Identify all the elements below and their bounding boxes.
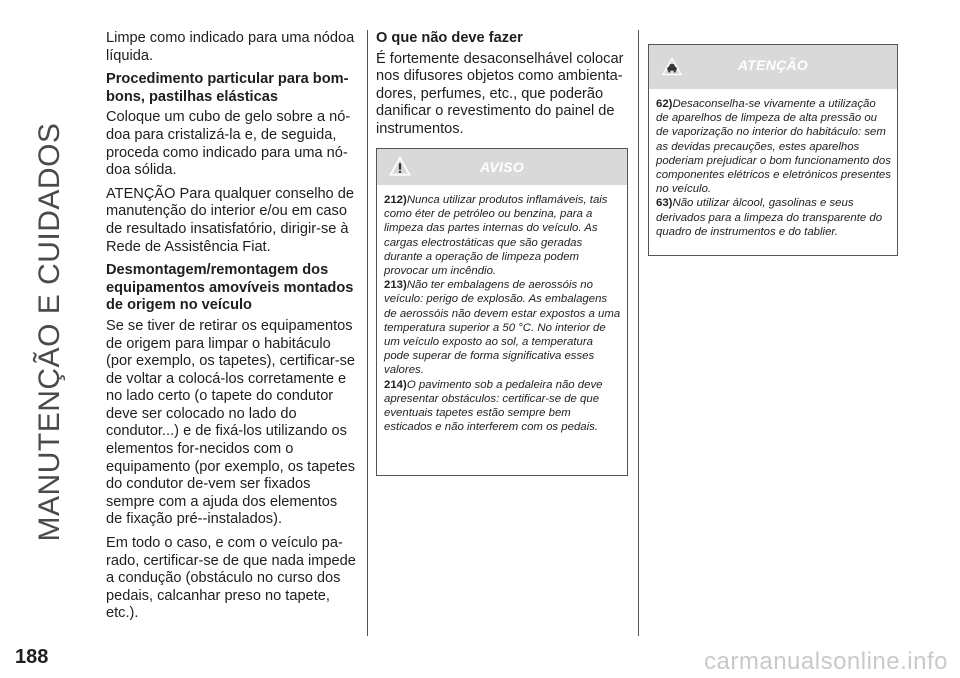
warning-box-body	[649, 89, 897, 245]
page-number: 188	[15, 646, 49, 668]
column-divider-1	[367, 30, 368, 636]
warning-box-body	[377, 185, 627, 440]
column-divider-2	[638, 30, 639, 636]
section-heading: Desmontagem/remontagem dos equipamentos amovíveis montados de origem no veículo	[106, 262, 354, 314]
warning-item: 214)O pavimento sob a pedaleira não deve apresentar obstáculos: certificar-se de que eventuais tapetes estão sempre bem esticados e não interferem com os pedais.	[384, 378, 603, 434]
paragraph: É fortemente desaconselhável colocar nos difusores objetos como ambienta-dores, perfumes, etc., que poderão danificar o revestimento do painel de instrumentos.	[376, 50, 624, 137]
paragraph: Limpe como indicado para uma nódoa líquida.	[106, 30, 355, 64]
section-heading: O que não deve fazer	[376, 30, 523, 46]
warning-box-header	[377, 149, 627, 185]
warning-item: 62)Desaconselha-se vivamente a utilização de aparelhos de limpeza de alta pressão ou de vaporização no interior do habitáculo: sem as devidas precauções, estes aparelhos poderiam prejudicar o bom funcionamento dos componentes elétricos e eletrónicos presentes no veículo.	[656, 98, 891, 196]
warning-item: 213)Não ter embalagens de aerossóis no veículo: perigo de explosão. As embalagens de aerossóis não devem estar expostos a uma temperatura superior a 50 °C. No interior de um veículo exposto ao sol, a temperatura pode superar de forma significativa esses valores.	[384, 279, 621, 377]
warning-box-header	[649, 45, 897, 89]
warning-box-title: AVISO	[479, 159, 525, 175]
warning-item: 212)Nunca utilizar produtos inflamáveis, tais como éter de petróleo ou benzina, para a limpeza das partes internas do veículo. As cargas electrostáticas que são geradas durante a operação de limpeza podem provocar um incêndio.	[384, 194, 608, 278]
section-heading: Procedimento particular para bom-bons, pastilhas elásticas	[106, 71, 349, 105]
warning-box-title: ATENÇÃO	[737, 57, 809, 73]
paragraph: Em todo o caso, e com o veículo pa-rado, certificar-se de que nada impede a condução (obstáculo no curso dos pedais, calcanhar preso no tapete, etc.).	[106, 535, 356, 622]
warning-box-aviso	[376, 148, 628, 476]
watermark: carmanualsonline.info	[704, 648, 948, 675]
paragraph: ATENÇÃO Para qualquer conselho de manutenção do interior e/ou em caso de resultado insatisfatório, dirigir-se à Rede de Assistência Fiat.	[106, 185, 354, 255]
paragraph: Coloque um cubo de gelo sobre a nó-doa para cristalizá-la e, de seguida, proceda como indicado para uma nó-doa sólida.	[106, 109, 351, 179]
paragraph: Se se tiver de retirar os equipamentos de origem para limpar o habitáculo (por exemplo, os tapetes), certificar-se de voltar a colocá-los corretamente e no lado certo (o tapete do condutor deve ser colocado no lado do condutor...) e de fixá-los utilizando os elementos for-necidos com o equipamento (por exemplo, os tapetes do condutor de-vem ser fixados sempre com a ajuda dos elementos de fixação pré--instalados).	[106, 317, 356, 528]
warning-item: 63)Não utilizar álcool, gasolinas e seus derivados para a limpeza do transparente do quadro de instrumentos e do tablier.	[656, 197, 883, 238]
column-2	[376, 30, 626, 145]
warning-box-atencao	[648, 44, 898, 256]
column-1	[106, 30, 356, 629]
side-title-text: MANUTENÇÃO E CUIDADOS	[33, 122, 66, 542]
